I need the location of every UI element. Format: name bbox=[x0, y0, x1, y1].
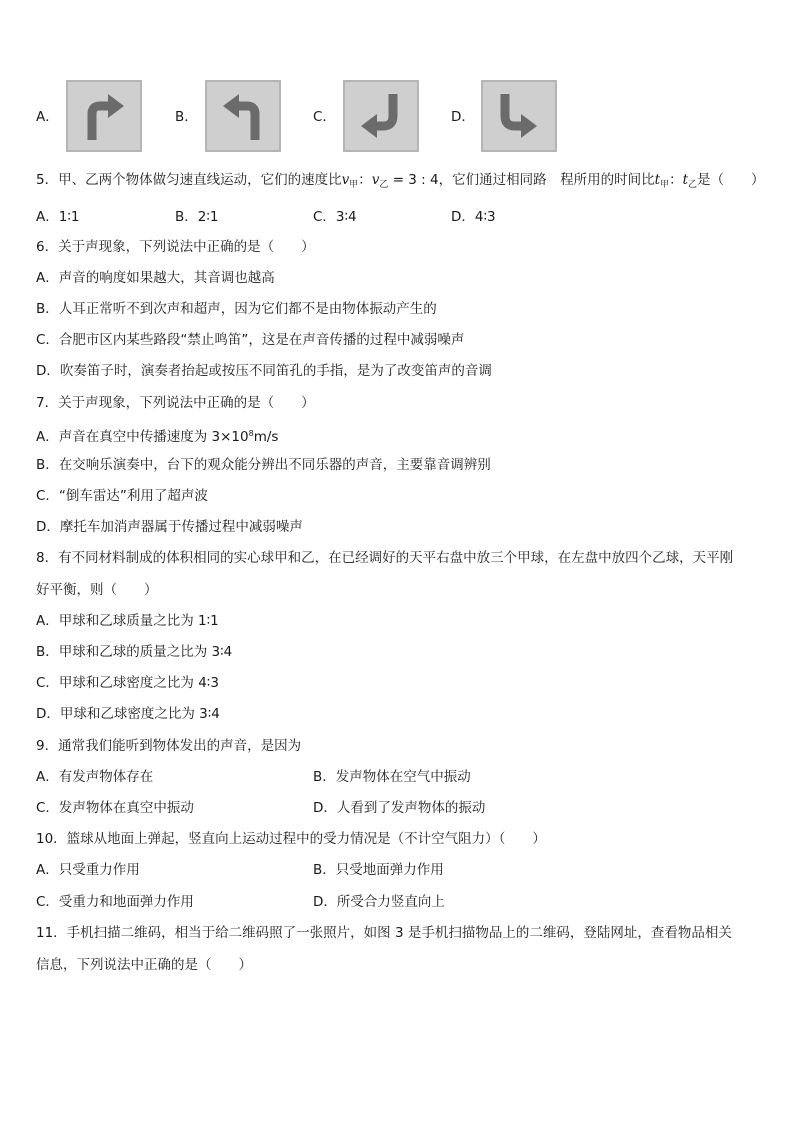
q5-stem: 5．甲、乙两个物体做匀速直线运动，它们的速度比$v_甲$：$v_乙 = 3$ : 4，它们通过相同路 程所用的时间比$t_甲$：$t_乙$是（ ） bbox=[36, 172, 765, 190]
q9-stem: 9．通常我们能听到物体发出的声音，是因为 bbox=[36, 738, 302, 754]
q6-option-b[interactable]: B．人耳正常听不到次声和超声，因为它们都不是由物体振动产生的 bbox=[36, 301, 437, 317]
turn-left-arrow-icon bbox=[205, 80, 281, 152]
down-right-arrow-icon bbox=[481, 80, 557, 152]
q6-stem: 6．关于声现象，下列说法中正确的是（ ） bbox=[36, 239, 315, 255]
q11-stem-line1: 11．手机扫描二维码，相当于给二维码照了一张照片，如图 3 是手机扫描物品上的二维码，登陆网址，查看物品相关 bbox=[36, 925, 732, 941]
q9-option-c[interactable]: C．发声物体在真空中振动 bbox=[36, 800, 194, 816]
q5-option-c[interactable]: C．3∶4 bbox=[313, 209, 357, 225]
q5-option-d[interactable]: D．4∶3 bbox=[451, 209, 496, 225]
option-label: C． bbox=[313, 109, 336, 125]
q6-option-d[interactable]: D．吹奏笛子时，演奏者抬起或按压不同笛孔的手指，是为了改变笛声的音调 bbox=[36, 363, 492, 379]
q8-stem-line1: 8．有不同材料制成的体积相同的实心球甲和乙，在已经调好的天平右盘中放三个甲球，在左盘中放四个乙球，天平刚 bbox=[36, 550, 734, 566]
q10-option-a[interactable]: A．只受重力作用 bbox=[36, 862, 140, 878]
u-turn-down-left-arrow-icon bbox=[343, 80, 419, 152]
option-label: B． bbox=[175, 109, 198, 125]
q11-stem-line2: 信息，下列说法中正确的是（ ） bbox=[36, 957, 252, 973]
q10-option-b[interactable]: B．只受地面弹力作用 bbox=[313, 862, 444, 878]
q9-option-b[interactable]: B．发声物体在空气中振动 bbox=[313, 769, 471, 785]
q6-option-a[interactable]: A．声音的响度如果越大，其音调也越高 bbox=[36, 270, 275, 286]
turn-right-arrow-icon bbox=[66, 80, 142, 152]
q10-option-d[interactable]: D．所受合力竖直向上 bbox=[313, 894, 445, 910]
q9-option-a[interactable]: A．有发声物体存在 bbox=[36, 769, 154, 785]
q7-option-d[interactable]: D．摩托车加消声器属于传播过程中减弱噪声 bbox=[36, 519, 303, 535]
q8-option-d[interactable]: D．甲球和乙球密度之比为 3∶4 bbox=[36, 706, 220, 722]
q7-option-c[interactable]: C．“倒车雷达”利用了超声波 bbox=[36, 488, 208, 504]
q8-stem-line2: 好平衡，则（ ） bbox=[36, 582, 158, 598]
q9-option-d[interactable]: D．人看到了发声物体的振动 bbox=[313, 800, 486, 816]
q8-option-a[interactable]: A．甲球和乙球质量之比为 1∶1 bbox=[36, 613, 219, 629]
option-label: A． bbox=[36, 109, 59, 125]
q10-stem: 10．篮球从地面上弹起，竖直向上运动过程中的受力情况是（不计空气阻力）（ ） bbox=[36, 831, 546, 847]
q7-stem: 7．关于声现象，下列说法中正确的是（ ） bbox=[36, 395, 315, 411]
option-label: D． bbox=[451, 109, 475, 125]
q5-option-a[interactable]: A．1∶1 bbox=[36, 209, 80, 225]
q5-option-b[interactable]: B．2∶1 bbox=[175, 209, 219, 225]
q7-option-b[interactable]: B．在交响乐演奏中，台下的观众能分辨出不同乐器的声音，主要靠音调辨别 bbox=[36, 457, 491, 473]
q7-option-a[interactable]: A．声音在真空中传播速度为 $3\times 10^8m/s$ bbox=[36, 429, 279, 445]
q6-option-c[interactable]: C．合肥市区内某些路段“禁止鸣笛”，这是在声音传播的过程中减弱噪声 bbox=[36, 332, 465, 348]
q8-option-c[interactable]: C．甲球和乙球密度之比为 4∶3 bbox=[36, 675, 219, 691]
q10-option-c[interactable]: C．受重力和地面弹力作用 bbox=[36, 894, 194, 910]
q8-option-b[interactable]: B．甲球和乙球的质量之比为 3∶4 bbox=[36, 644, 233, 660]
